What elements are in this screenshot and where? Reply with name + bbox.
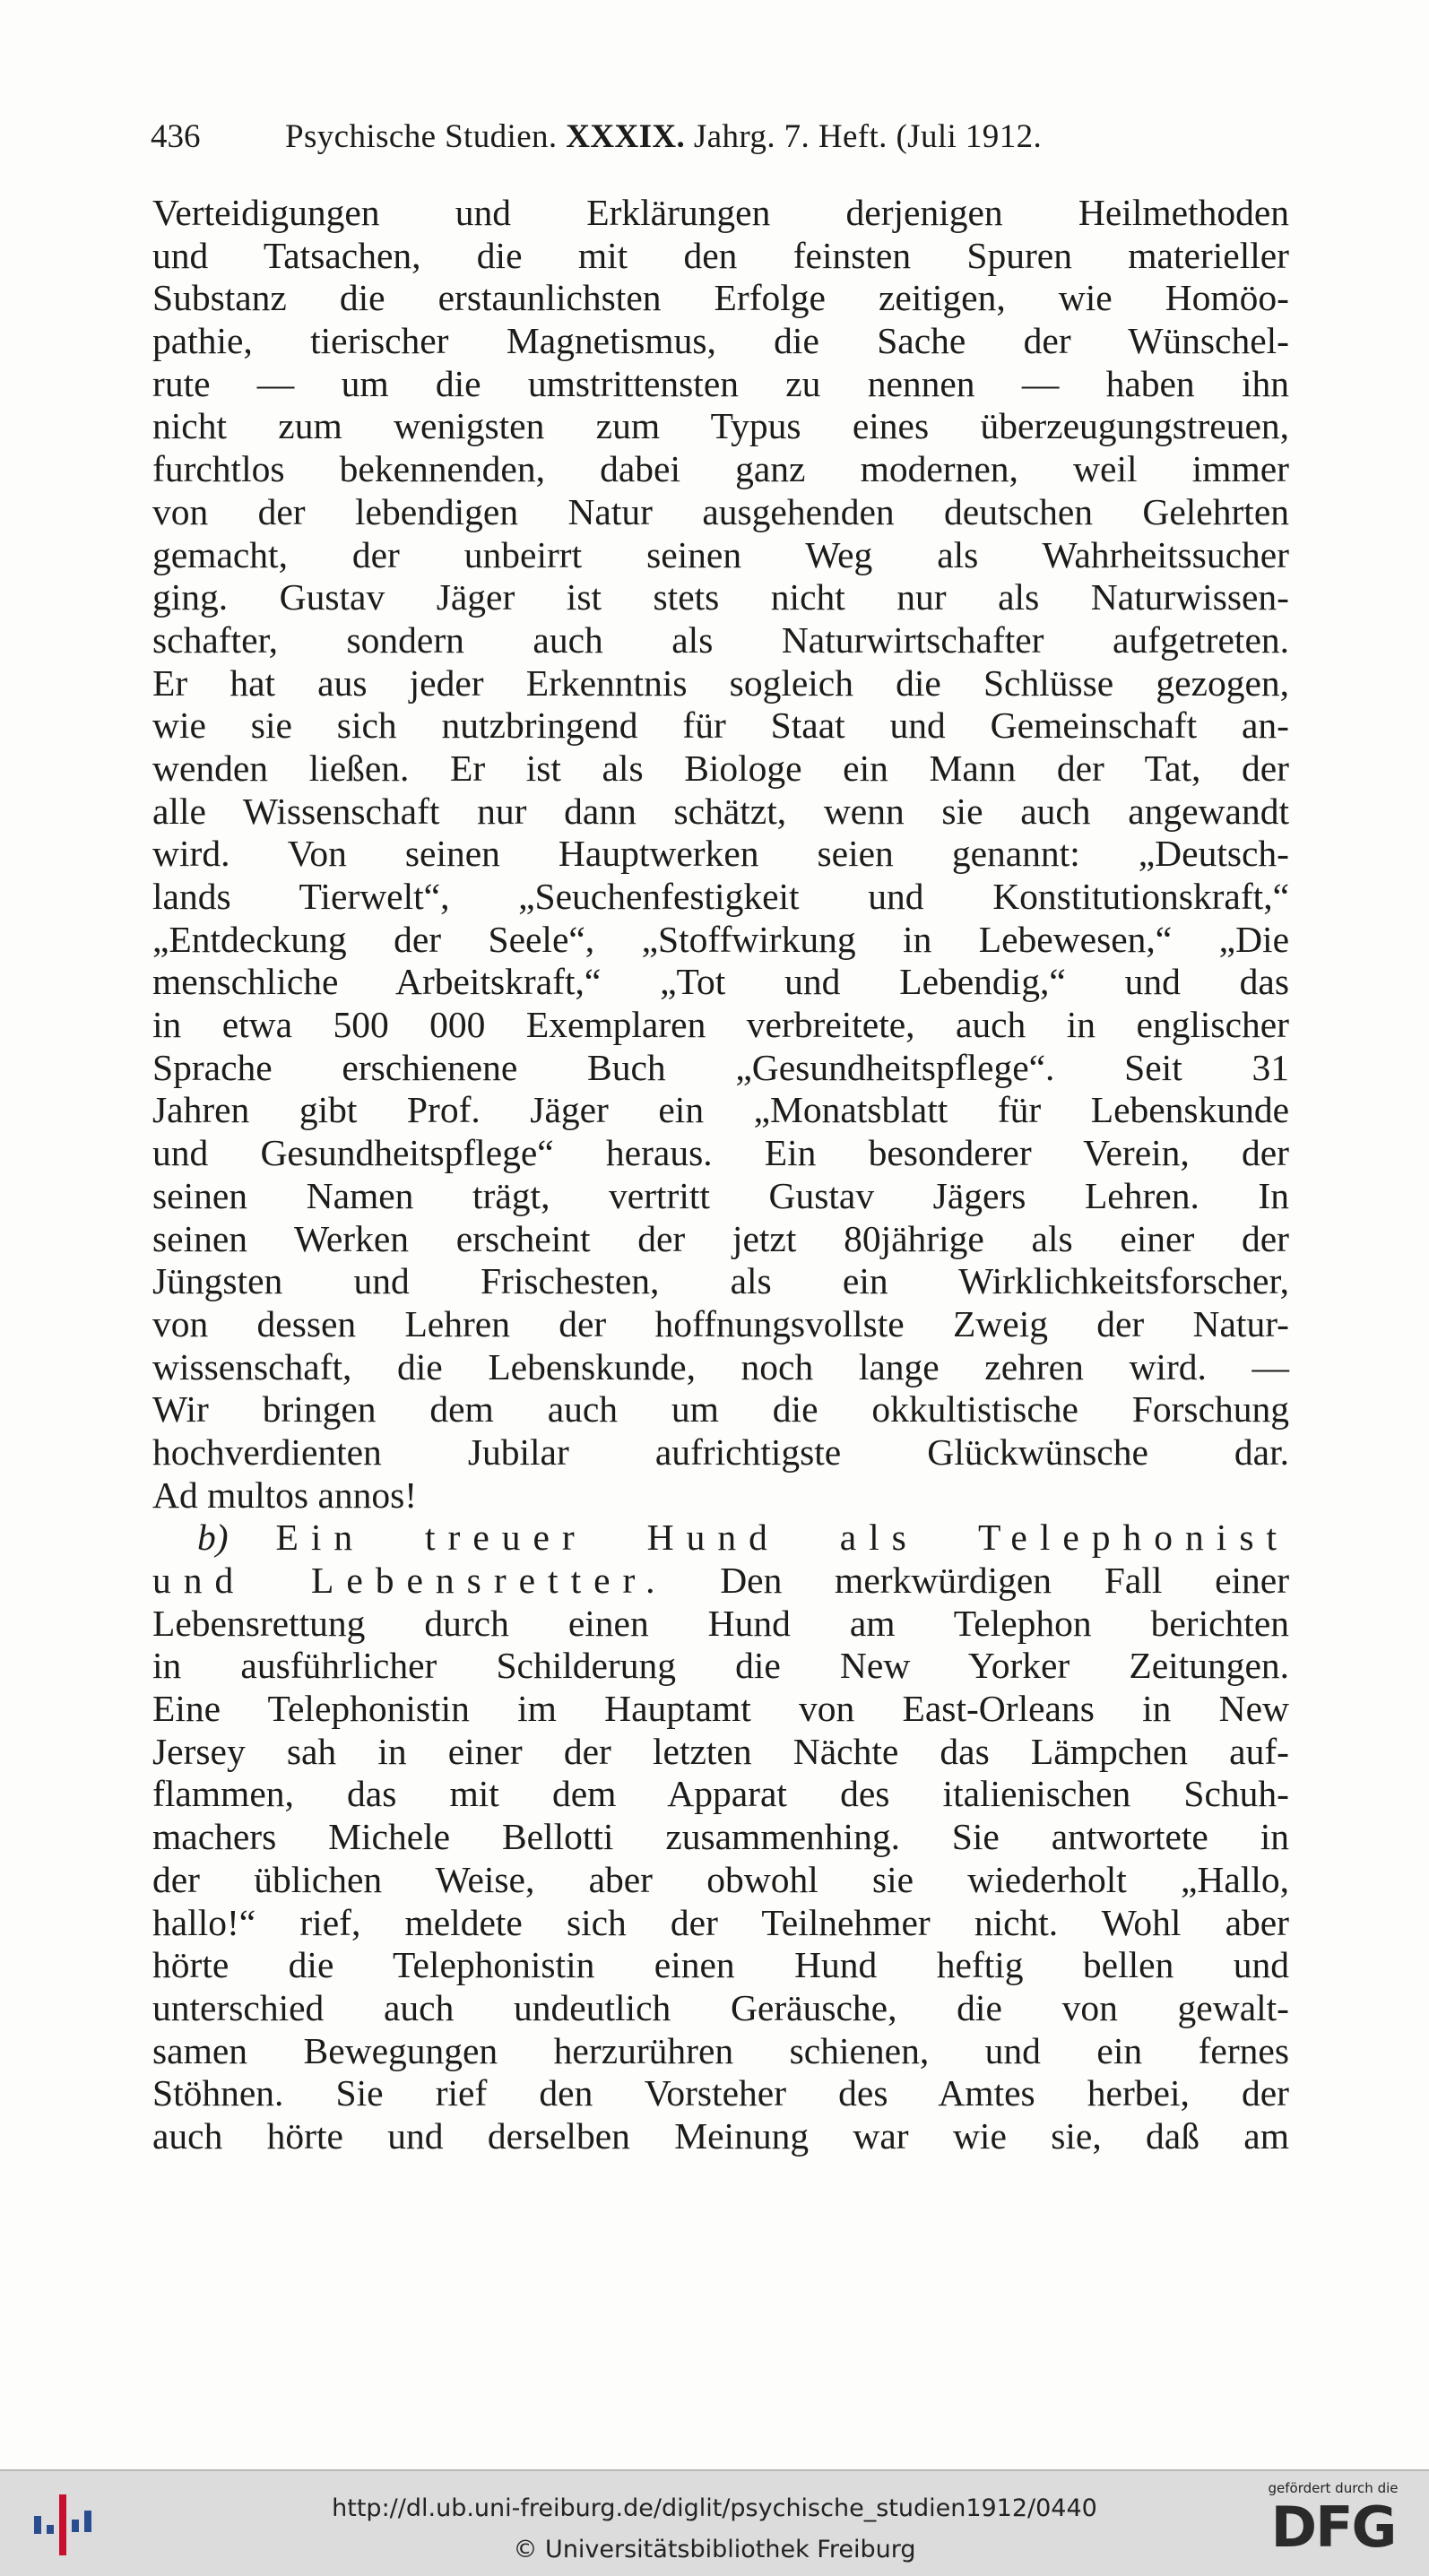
text-line: von dessen Lehren der hoffnungsvollste Zweig der Natur-	[152, 1302, 1289, 1344]
page-header	[151, 115, 1289, 160]
text-line: gemacht, der unbeirrt seinen Weg als Wahrheitssucher	[152, 533, 1289, 575]
copyright-notice: © Universitätsbibliothek Freiburg	[513, 2536, 916, 2563]
text-line: Jersey sah in einer der letzten Nächte das Lämpchen auf-	[152, 1730, 1289, 1772]
issue-info: Jahrg. 7. Heft. (Juli 1912.	[693, 118, 1043, 155]
text-line: Lebensrettung durch einen Hund am Telephon berichten	[152, 1602, 1289, 1644]
text-line: von der lebendigen Natur ausgehenden deutschen Gelehrten	[152, 490, 1289, 532]
text-line: Jüngsten und Frischesten, als ein Wirklichkeitsforscher,	[152, 1260, 1289, 1302]
journal-title: Psychische Studien.	[285, 118, 558, 155]
text-line: hallo!“ rief, meldete sich der Teilnehmer nicht. Wohl aber	[152, 1901, 1289, 1943]
section-title: Ein treuer Hund als Telephonist	[275, 1517, 1289, 1559]
text-line: wird. Von seinen Hauptwerken seien genannt: „Deutsch-	[152, 833, 1289, 875]
text-line: in ausführlicher Schilderung die New Yorker Zeitungen.	[152, 1645, 1289, 1687]
text-line: ging. Gustav Jäger ist stets nicht nur als Naturwissen-	[152, 576, 1289, 618]
section-b-heading	[152, 1517, 1289, 1560]
text-line: der üblichen Weise, aber obwohl sie wiederholt „Hallo,	[152, 1858, 1289, 1900]
running-title	[285, 115, 1042, 160]
section-title-cont: und Lebensretter.	[152, 1560, 668, 1601]
sponsor-text: gefördert durch die	[1268, 2480, 1399, 2496]
text-line: Substanz die erstaunlichsten Erfolge zeitigen, wie Homöo-	[152, 277, 1289, 319]
text-line: Wir bringen dem auch um die okkultistische Forschung	[152, 1388, 1289, 1431]
text-line: in etwa 500 000 Exemplaren verbreitete, auch in englischer	[152, 1004, 1289, 1046]
text-line: menschliche Arbeitskraft,“ „Tot und Lebendig,“ und das	[152, 961, 1289, 1003]
text-line: Stöhnen. Sie rief den Vorsteher des Amtes herbei, der	[152, 2072, 1289, 2114]
text-line: samen Bewegungen herzurühren schienen, und ein fernes	[152, 2029, 1289, 2071]
text-line: flammen, das mit dem Apparat des italienischen Schuh-	[152, 1773, 1289, 1815]
text-line: machers Michele Bellotti zusammenhing. Sie antwortete in	[152, 1816, 1289, 1858]
section-marker: b)	[197, 1517, 229, 1559]
text-line: nicht zum wenigsten zum Typus eines überzeugungstreuen,	[152, 405, 1289, 447]
dfg-logo	[1257, 2480, 1409, 2570]
text-line: pathie, tierischer Magnetismus, die Sache der Wünschel-	[152, 320, 1289, 362]
text-line: unterschied auch undeutlich Geräusche, die von gewalt-	[152, 1986, 1289, 2028]
text-line: und Gesundheitspflege“ heraus. Ein besonderer Verein, der	[152, 1132, 1289, 1174]
text-line: hochverdienten Jubilar aufrichtigste Glückwünsche dar.	[152, 1431, 1289, 1473]
text-line: wenden ließen. Er ist als Biologe ein Mann der Tat, der	[152, 747, 1289, 789]
section-b-first-line	[152, 1560, 1289, 1603]
text-line: Verteidigungen und Erklärungen derjenigen Heilmethoden	[152, 192, 1289, 233]
text-line: seinen Namen trägt, vertritt Gustav Jägers Lehren. In	[152, 1174, 1289, 1216]
text-line: Sprache erschienene Buch „Gesundheitspflege“. Seit 31	[152, 1046, 1289, 1088]
text-line: Eine Telephonistin im Hauptamt von East-Orleans in New	[152, 1688, 1289, 1730]
dfg-logo-text: DFG	[1270, 2494, 1396, 2560]
source-url-link[interactable]: http://dl.ub.uni-freiburg.de/diglit/psychische_studien1912/0440	[332, 2494, 1097, 2522]
text-segment: Den merkwürdigen Fall einer	[720, 1560, 1290, 1601]
text-line: furchtlos bekennenden, dabei ganz modernen, weil immer	[152, 448, 1289, 490]
text-line: Ad multos annos!	[152, 1474, 418, 1516]
text-line: und Tatsachen, die mit den feinsten Spuren materieller	[152, 234, 1289, 276]
text-line: Jahren gibt Prof. Jäger ein „Monatsblatt für Lebenskunde	[152, 1089, 1289, 1131]
text-line: „Entdeckung der Seele“, „Stoffwirkung in Lebewesen,“ „Die	[152, 918, 1289, 960]
text-line: auch hörte und derselben Meinung war wie sie, daß am	[152, 2114, 1289, 2157]
text-line: lands Tierwelt“, „Seuchenfestigkeit und Konstitutionskraft,“	[152, 876, 1289, 917]
text-line: wissenschaft, die Lebenskunde, noch lange zehren wird. —	[152, 1345, 1289, 1387]
text-line: seinen Werken erscheint der jetzt 80jährige als einer der	[152, 1217, 1289, 1259]
text-line: schafter, sondern auch als Naturwirtschafter aufgetreten.	[152, 618, 1289, 661]
volume-number: XXXIX.	[566, 118, 686, 155]
text-line: Er hat aus jeder Erkenntnis sogleich die Schlüsse gezogen,	[152, 661, 1289, 704]
text-line: wie sie sich nutzbringend für Staat und Gemeinschaft an-	[152, 705, 1289, 747]
text-line: rute — um die umstrittensten zu nennen — haben ihn	[152, 362, 1289, 404]
text-line: alle Wissenschaft nur dann schätzt, wenn sie auch angewandt	[152, 790, 1289, 832]
page-number: 436	[151, 118, 201, 155]
text-line: hörte die Telephonistin einen Hund heftig bellen und	[152, 1944, 1289, 1986]
viewer-footer	[0, 2469, 1429, 2576]
body-text	[152, 192, 1289, 2158]
